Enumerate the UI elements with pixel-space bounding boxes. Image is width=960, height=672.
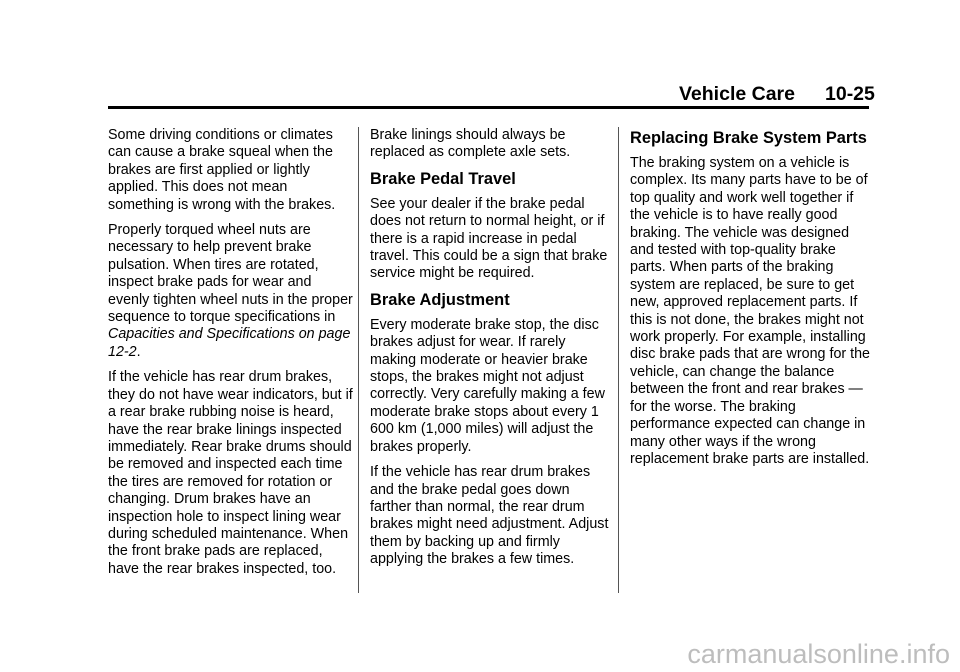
paragraph-linings: Brake linings should always be replaced as complete axle sets. xyxy=(370,127,571,161)
paragraph-wheel-nuts xyxy=(108,222,354,361)
paragraph-adjustment-2: If the vehicle has rear drum brakes and the brake pedal goes down farther than normal, the rear drum brakes might need adjustment. Adjust them by backing up and firmly applying the brakes a few times. xyxy=(370,464,609,568)
header-rule xyxy=(108,106,869,109)
heading-brake-pedal-travel: Brake Pedal Travel xyxy=(370,169,516,188)
paragraph-replacing-parts: The braking system on a vehicle is complex. Its many parts have to be of top quality and work well together if the vehicle is to have really good braking. The vehicle was designed and tested with top-quality brake parts. When parts of the braking system are replaced, be sure to get new, approved replacement parts. If this is not done, the brakes might not work properly. For example, installing disc brake pads that are wrong for the vehicle, can change the balance between the front and rear brakes — for the worse. The braking performance expected can change in many other ways if the wrong replacement brake parts are installed. xyxy=(630,155,871,467)
wheel-nuts-end: . xyxy=(136,343,141,360)
watermark-text: carmanualsonline.info xyxy=(687,639,950,669)
wheel-nuts-text: Properly torqued wheel nuts are necessary to help prevent brake pulsation. When tires are rotated, inspect brake pads for wear and evenly tighten wheel nuts in the proper sequence to torque specifications in xyxy=(108,222,353,326)
column-divider-2 xyxy=(618,127,619,593)
heading-brake-adjustment: Brake Adjustment xyxy=(370,290,510,309)
column-1 xyxy=(108,127,354,586)
column-divider-1 xyxy=(358,127,359,593)
paragraph-brake-squeal: Some driving conditions or climates can cause a brake squeal when the brakes are first applied or lightly applied. This does not mean something is wrong with the brakes. xyxy=(108,127,336,213)
paragraph-adjustment-1: Every moderate brake stop, the disc brakes adjust for wear. If rarely making moderate or heavier brake stops, the brakes might not adjust correctly. Very carefully making a few moderate brake stops about every 1 600 km (1,000 miles) will adjust the brakes properly. xyxy=(370,316,605,455)
column-3 xyxy=(630,127,870,476)
section-title: Vehicle Care xyxy=(679,83,795,105)
capacities-reference-link[interactable]: Capacities and Specifications on page 12-2 xyxy=(108,326,351,360)
column-2 xyxy=(370,127,612,577)
page-number: 10-25 xyxy=(825,83,875,105)
paragraph-rear-drum: If the vehicle has rear drum brakes, they do not have wear indicators, but if a rear brake rubbing noise is heard, have the rear brake linings inspected immediately. Rear brake drums should be removed and inspected each time the tires are removed for rotation or changing. Drum brakes have an inspection hole to inspect lining wear during scheduled maintenance. When the front brake pads are replaced, have the rear brakes inspected, too. xyxy=(108,369,353,577)
heading-replacing-parts: Replacing Brake System Parts xyxy=(630,129,867,147)
paragraph-pedal-travel: See your dealer if the brake pedal does not return to normal height, or if there is a rapid increase in pedal travel. This could be a sign that brake service might be required. xyxy=(370,195,608,282)
